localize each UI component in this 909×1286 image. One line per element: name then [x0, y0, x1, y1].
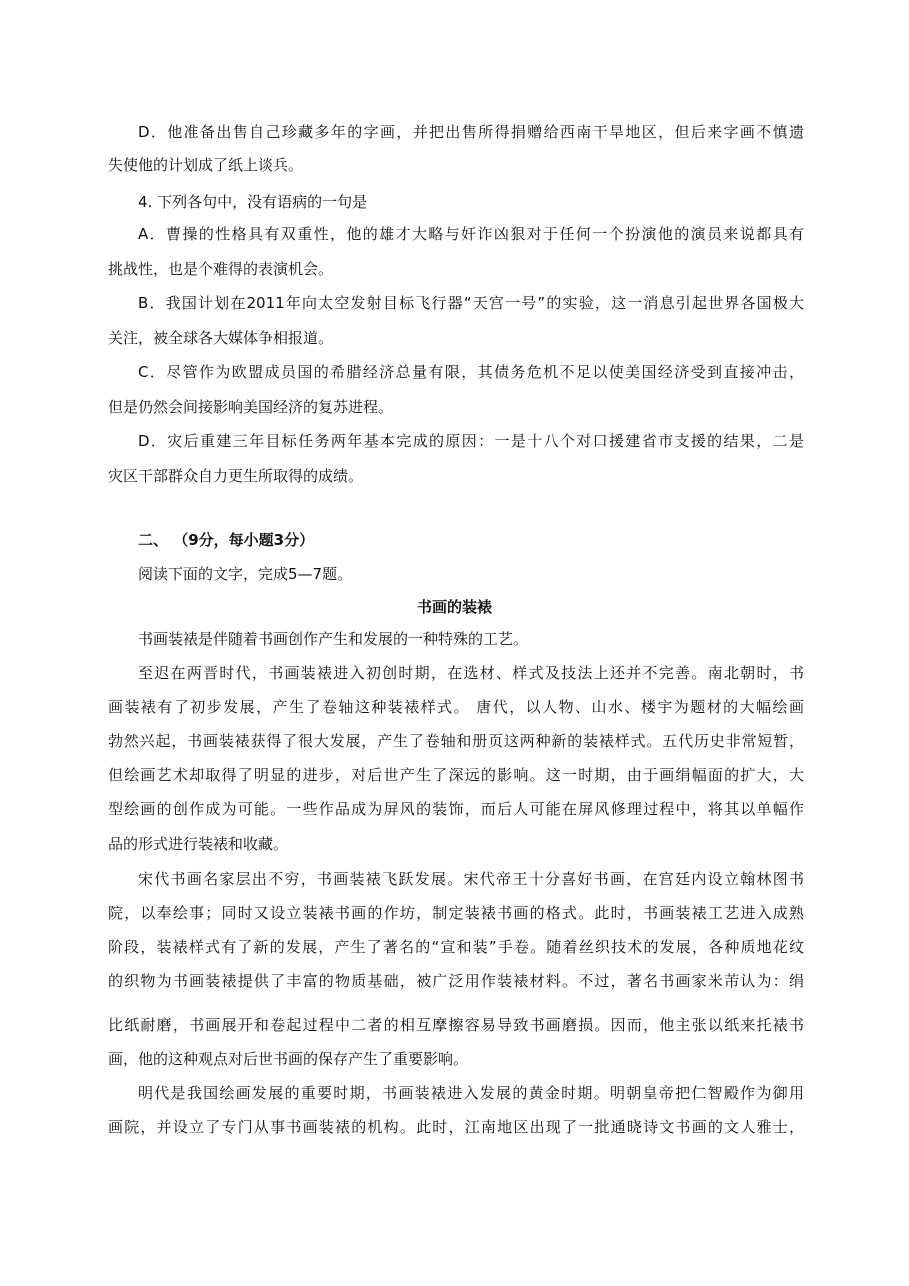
article-para-4-line-1: 明代是我国绘画发展的重要时期，书画装裱进入发展的黄金时期。明朝皇帝把仁智殿作为御用	[138, 1084, 804, 1102]
article-para-3-line-2: 院，以奉绘事；同时又设立装裱书画的作坊，制定装裱书画的格式。此时，书画装裱工艺进入成熟	[108, 904, 804, 922]
section-2-heading: 二、 （9分，每小题3分）	[138, 531, 315, 549]
section-2-instruction: 阅读下面的文字，完成5—7题。	[138, 565, 353, 583]
q4-option-c-line-2: 但是仍然会间接影响美国经济的复苏进程。	[108, 398, 394, 416]
article-para-2-line-2: 画装裱有了初步发展，产生了卷轴这种装裱样式。 唐代，以人物、山水、楼宇为题材的大幅绘画	[108, 698, 804, 716]
article-para-2-line-4: 但绘画艺术却取得了明显的进步，对后世产生了深远的影响。这一时期，由于画绢幅面的扩大，大	[108, 766, 804, 784]
q4-option-d-line-1: D．灾后重建三年目标任务两年基本完成的原因：一是十八个对口援建省市支援的结果，二是	[138, 432, 804, 450]
q4-option-a-line-1: A．曹操的性格具有双重性，他的雄才大略与奸诈凶狠对于任何一个扮演他的演员来说都具有	[138, 225, 804, 243]
article-para-2-line-6: 品的形式进行装裱和收藏。	[108, 835, 289, 853]
article-para-3-line-5: 比纸耐磨，书画展开和卷起过程中二者的相互摩擦容易导致书画磨损。因而，他主张以纸来托裱书	[108, 1016, 804, 1034]
article-para-3-line-4: 的织物为书画装裱提供了丰富的物质基础，被广泛用作装裱材料。不过，著名书画家米芾认为：绢	[108, 972, 804, 990]
article-para-2-line-3: 勃然兴起，书画装裱获得了很大发展，产生了卷轴和册页这两种新的装裱样式。五代历史非常短暂，	[108, 732, 804, 750]
q4-option-c-line-1: C．尽管作为欧盟成员国的希腊经济总量有限，其债务危机不足以使美国经济受到直接冲击，	[138, 363, 804, 381]
q4-option-d-line-2: 灾区干部群众自力更生所取得的成绩。	[108, 467, 364, 485]
article-para-3-line-6: 画，他的这种观点对后世书画的保存产生了重要影响。	[108, 1050, 469, 1068]
q4-option-b-line-2: 关注，被全球各大媒体争相报道。	[108, 329, 334, 347]
q3-option-d-line-2: 失使他的计划成了纸上谈兵。	[108, 156, 304, 174]
article-para-3-line-3: 阶段，装裱样式有了新的发展，产生了著名的“宣和装”手卷。随着丝织技术的发展，各种质地花纹	[108, 938, 804, 956]
article-para-4-line-2: 画院，并设立了专门从事书画装裱的机构。此时，江南地区出现了一批通晓诗文书画的文人雅士，	[108, 1118, 804, 1136]
q4-option-b-line-1: B．我国计划在2011年向太空发射目标飞行器“天宫一号”的实验，这一消息引起世界各国极大	[138, 294, 804, 312]
q4-option-a-line-2: 挑战性，也是个难得的表演机会。	[108, 260, 334, 278]
article-title: 书画的装裱	[416, 598, 492, 616]
article-para-2-line-1: 至迟在两晋时代，书画装裱进入初创时期，在选材、样式及技法上还并不完善。南北朝时，书	[138, 664, 804, 682]
q4-stem: 4. 下列各句中，没有语病的一句是	[138, 193, 368, 211]
article-para-1: 书画装裱是伴随着书画创作产生和发展的一种特殊的工艺。	[138, 630, 529, 648]
article-para-2-line-5: 型绘画的创作成为可能。一些作品成为屏风的装饰，而后人可能在屏风修理过程中，将其以单幅作	[108, 800, 804, 818]
article-para-3-line-1: 宋代书画名家层出不穷，书画装裱飞跃发展。宋代帝王十分喜好书画，在宫廷内设立翰林图书	[138, 870, 804, 888]
q3-option-d-line-1: D．他准备出售自己珍藏多年的字画，并把出售所得捐赠给西南干旱地区，但后来字画不慎遗	[138, 123, 804, 141]
